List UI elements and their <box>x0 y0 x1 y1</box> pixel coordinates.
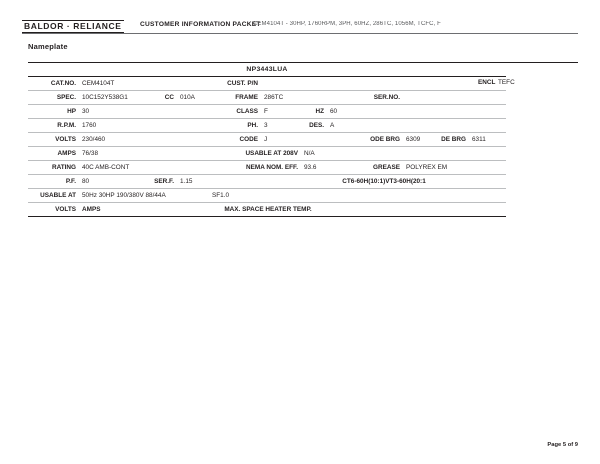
row-label-blank-14 <box>302 133 328 147</box>
enclosure-row <box>476 76 578 89</box>
row-label-usable-at: USABLE AT <box>28 189 80 203</box>
row-value-des: A <box>328 119 360 133</box>
row-value-blank-6 <box>470 91 506 105</box>
row-value-debrg: 6311 <box>470 133 506 147</box>
row-label-blank-12 <box>434 119 470 133</box>
row-value-ph: 3 <box>262 119 302 133</box>
row-value-odebrg: 6309 <box>404 133 434 147</box>
table-row <box>28 147 506 161</box>
encl-value: TEFC <box>498 79 515 86</box>
row-value-serf: 1.15 <box>178 175 210 189</box>
row-value-blank-1 <box>178 77 210 91</box>
row-value-blank-10 <box>178 119 210 133</box>
row-label-blank-18 <box>152 161 178 175</box>
row-label-blank-8 <box>360 105 404 119</box>
row-label-custpn: CUST. P/N <box>227 80 258 87</box>
table-row <box>28 175 506 189</box>
table-row <box>28 77 506 91</box>
row-label-hz: HZ <box>302 105 328 119</box>
row-value-blank-2 <box>328 77 360 91</box>
row-value-rpm: 1760 <box>80 119 152 133</box>
row-label-rpm: R.P.M. <box>28 119 80 133</box>
header-divider <box>22 33 578 34</box>
row-value-spec: 10C152Y538G1 <box>80 91 152 105</box>
row-value-amps: 76/38 <box>80 147 152 161</box>
table-row <box>28 119 506 133</box>
row-label-blank-19 <box>210 175 262 189</box>
row-label-blank-3 <box>360 77 404 91</box>
row-label-blank-21 <box>152 203 178 217</box>
row-label-pf: P.F. <box>28 175 80 189</box>
table-row <box>28 105 506 119</box>
table-row <box>28 189 506 203</box>
row-value-blank-8 <box>404 105 434 119</box>
row-value-blank-12 <box>470 119 506 133</box>
row-label-blank-7 <box>152 105 178 119</box>
document-header <box>0 0 600 34</box>
row-label-catno: CAT.NO. <box>50 80 76 87</box>
encl-label: ENCL <box>478 79 496 86</box>
row-label-blank-9 <box>434 105 470 119</box>
row-label-amps-2: AMPS <box>80 203 152 217</box>
row-value-blank-17 <box>470 147 506 161</box>
row-value-serno <box>404 91 434 105</box>
row-label-blank-13 <box>152 133 178 147</box>
row-label-nema-eff: NEMA NOM. EFF. <box>210 161 302 175</box>
header-title: CUSTOMER INFORMATION PACKET <box>140 21 261 28</box>
row-label-debrg: DE BRG <box>434 133 470 147</box>
row-label-serno: SER.NO. <box>360 91 404 105</box>
row-value-usable-at: 50Hz 30HP 190/380V 88/44A <box>80 189 210 203</box>
row-value-blank-18 <box>178 161 210 175</box>
row-label-frame: FRAME <box>210 91 262 105</box>
row-label-serf: SER.F. <box>152 175 178 189</box>
row-label-rating: RATING <box>28 161 80 175</box>
row-value-max-space-heater <box>328 203 506 217</box>
row-label-blank-15 <box>152 147 178 161</box>
row-value-code: J <box>262 133 302 147</box>
row-label-usable-208v: USABLE AT 208V <box>210 147 302 161</box>
row-value-catno: CEM4104T <box>82 80 115 87</box>
nameplate-table-wrapper <box>28 62 486 217</box>
header-model-meta: CEM4104T - 30HP, 1760RPM, 3PH, 60HZ, 286TC, 1056M, TCFC, F <box>253 21 441 27</box>
row-label-odebrg: ODE BRG <box>360 133 404 147</box>
table-row <box>28 133 506 147</box>
enclosure-block <box>476 62 578 89</box>
enclosure-spacer-row <box>476 63 578 77</box>
row-value-class: F <box>262 105 302 119</box>
row-value-blank-11 <box>404 119 434 133</box>
row-value-frame: 286TC <box>262 91 302 105</box>
row-value-blank-5 <box>328 91 360 105</box>
row-label-blank-2 <box>302 77 328 91</box>
row-label-blank-1 <box>152 77 178 91</box>
row-label-blank-17 <box>434 147 470 161</box>
row-label-des: DES. <box>302 119 328 133</box>
row-label-blank-16 <box>360 147 404 161</box>
row-value-custpn <box>262 77 302 91</box>
row-label-ph: PH. <box>210 119 262 133</box>
row-label-hp: HP <box>28 105 80 119</box>
row-label-volts: VOLTS <box>28 133 80 147</box>
row-label-blank-11 <box>360 119 404 133</box>
row-label-class: CLASS <box>210 105 262 119</box>
row-value-blank-16 <box>404 147 434 161</box>
row-value-blank-21 <box>178 203 210 217</box>
brand-logo: BALDOR · RELIANCE <box>24 21 122 31</box>
nameplate-title-row <box>28 63 506 77</box>
nameplate-title: NP3443LUA <box>28 63 506 77</box>
row-value-blank-14 <box>328 133 360 147</box>
enclosure-spacer-3 <box>524 63 578 77</box>
row-value-cc: 010A <box>178 91 210 105</box>
row-label-blank-6 <box>434 91 470 105</box>
row-label-grease: GREASE <box>360 161 404 175</box>
row-label-volts-2: VOLTS <box>28 203 80 217</box>
enclosure-table <box>476 62 578 89</box>
row-value-blank-13 <box>178 133 210 147</box>
nameplate-table <box>28 62 506 217</box>
enclosure-spacer-1 <box>476 63 496 77</box>
row-value-pf: 80 <box>80 175 152 189</box>
row-value-ct-vt-note: CT6-60H(10:1)VT3-60H(20:1 <box>262 175 506 189</box>
table-row <box>28 161 506 175</box>
row-value-blank-3 <box>404 77 434 91</box>
enclosure-spacer-2 <box>496 63 524 77</box>
table-row <box>28 91 506 105</box>
row-value-sf10: SF1.0 <box>210 189 302 203</box>
row-value-blank-9 <box>470 105 506 119</box>
row-label-amps: AMPS <box>28 147 80 161</box>
row-value-usable-208v: N/A <box>302 147 360 161</box>
row-value-nema-eff: 93.6 <box>302 161 360 175</box>
page-number: Page 5 of 9 <box>547 442 578 448</box>
row-label-blank-4 <box>434 77 470 91</box>
row-label-cc: CC <box>152 91 178 105</box>
row-value-blank-7 <box>178 105 210 119</box>
row-value-blank-15 <box>178 147 210 161</box>
row-label-spec: SPEC. <box>28 91 80 105</box>
row-label-code: CODE <box>210 133 262 147</box>
row-value-rating: 40C AMB-CONT <box>80 161 152 175</box>
table-row <box>28 203 506 217</box>
row-value-blank-20 <box>302 189 506 203</box>
row-value-grease: POLYREX EM <box>404 161 506 175</box>
row-label-blank-5 <box>302 91 328 105</box>
row-label-max-space-heater: MAX. SPACE HEATER TEMP. <box>210 203 328 217</box>
encl-trailing-blank <box>524 76 578 89</box>
row-value-hp: 30 <box>80 105 152 119</box>
page-title: Nameplate <box>28 42 68 51</box>
row-value-hz: 60 <box>328 105 360 119</box>
row-label-blank-10 <box>152 119 178 133</box>
row-value-volts: 230/460 <box>80 133 152 147</box>
